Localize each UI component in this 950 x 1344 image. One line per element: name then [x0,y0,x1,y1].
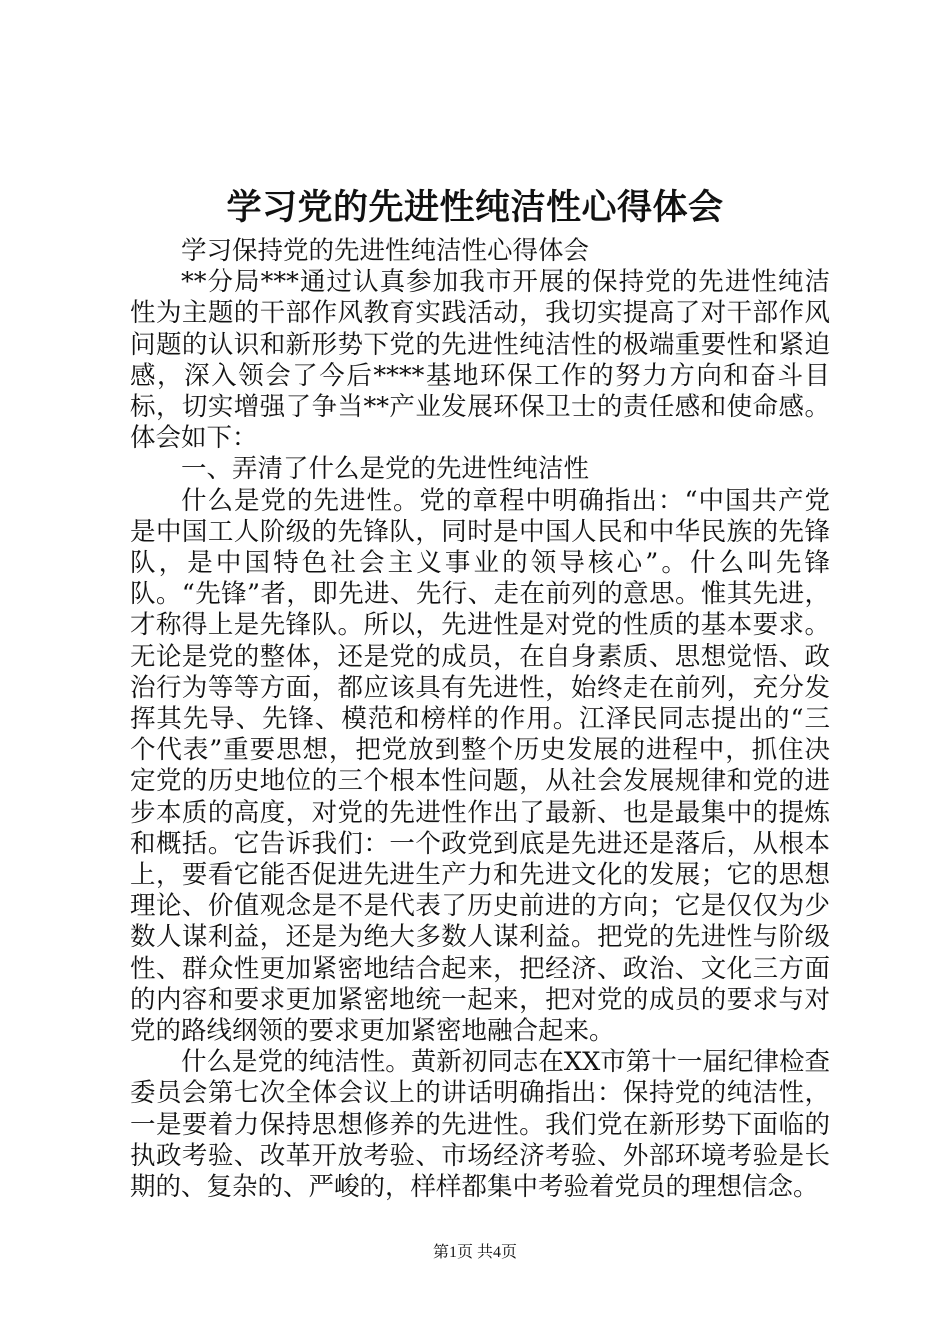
section-heading-1: 一、弄清了什么是党的先进性纯洁性 [181,454,590,485]
body-paragraph-intro: **分局***通过认真参加我市开展的保持党的先进性纯洁性为主题的干部作风教育实践活动，我切实提高了对干部作风问题的认识和新形势下党的先进性纯洁性的极端重要性和紧迫感，深入领会了今后****基地环保工作的努力方向和奋斗目标，切实增强了争当**产业发展环保卫士的责任感和使命感。体会如下： [130,267,830,454]
body-paragraph-purity: 什么是党的纯洁性。黄新初同志在XX市第十一届纪律检查委员会第七次全体会议上的讲话明确指出：保持党的纯洁性，一是要着力保持思想修养的先进性。我们党在新形势下面临的执政考验、改革开放考验、市场经济考验、外部环境考验是长期的、复杂的、严峻的，样样都集中考验着党员的理想信念。 [130,1047,830,1203]
body-paragraph-advancement: 什么是党的先进性。党的章程中明确指出：“中国共产党是中国工人阶级的先锋队，同时是中国人民和中华民族的先锋队，是中国特色社会主义事业的领导核心”。什么叫先锋队。“先锋”者，即先进、先行、走在前列的意思。惟其先进，才称得上是先锋队。所以，先进性是对党的性质的基本要求。无论是党的整体，还是党的成员，在自身素质、思想觉悟、政治行为等等方面，都应该具有先进性，始终走在前列，充分发挥其先导、先锋、模范和榜样的作用。江泽民同志提出的“三个代表”重要思想，把党放到整个历史发展的进程中，抓住决定党的历史地位的三个根本性问题，从社会发展规律和党的进步本质的高度，对党的先进性作出了最新、也是最集中的提炼和概括。它告诉我们：一个政党到底是先进还是落后，从根本上，要看它能否促进先进生产力和先进文化的发展；它的思想理论、价值观念是不是代表了历史前进的方向；它是仅仅为少数人谋利益，还是为绝大多数人谋利益。把党的先进性与阶级性、群众性更加紧密地结合起来，把经济、政治、文化三方面的内容和要求更加紧密地统一起来，把对党的成员的要求与对党的路线纲领的要求更加紧密地融合起来。 [130,485,830,1047]
document-body [130,236,830,1203]
document-title: 学习党的先进性纯洁性心得体会 [226,187,724,228]
body-paragraph-subtitle: 学习保持党的先进性纯洁性心得体会 [181,236,590,266]
page-number-footer: 第1页 共4页 [432,1244,517,1261]
